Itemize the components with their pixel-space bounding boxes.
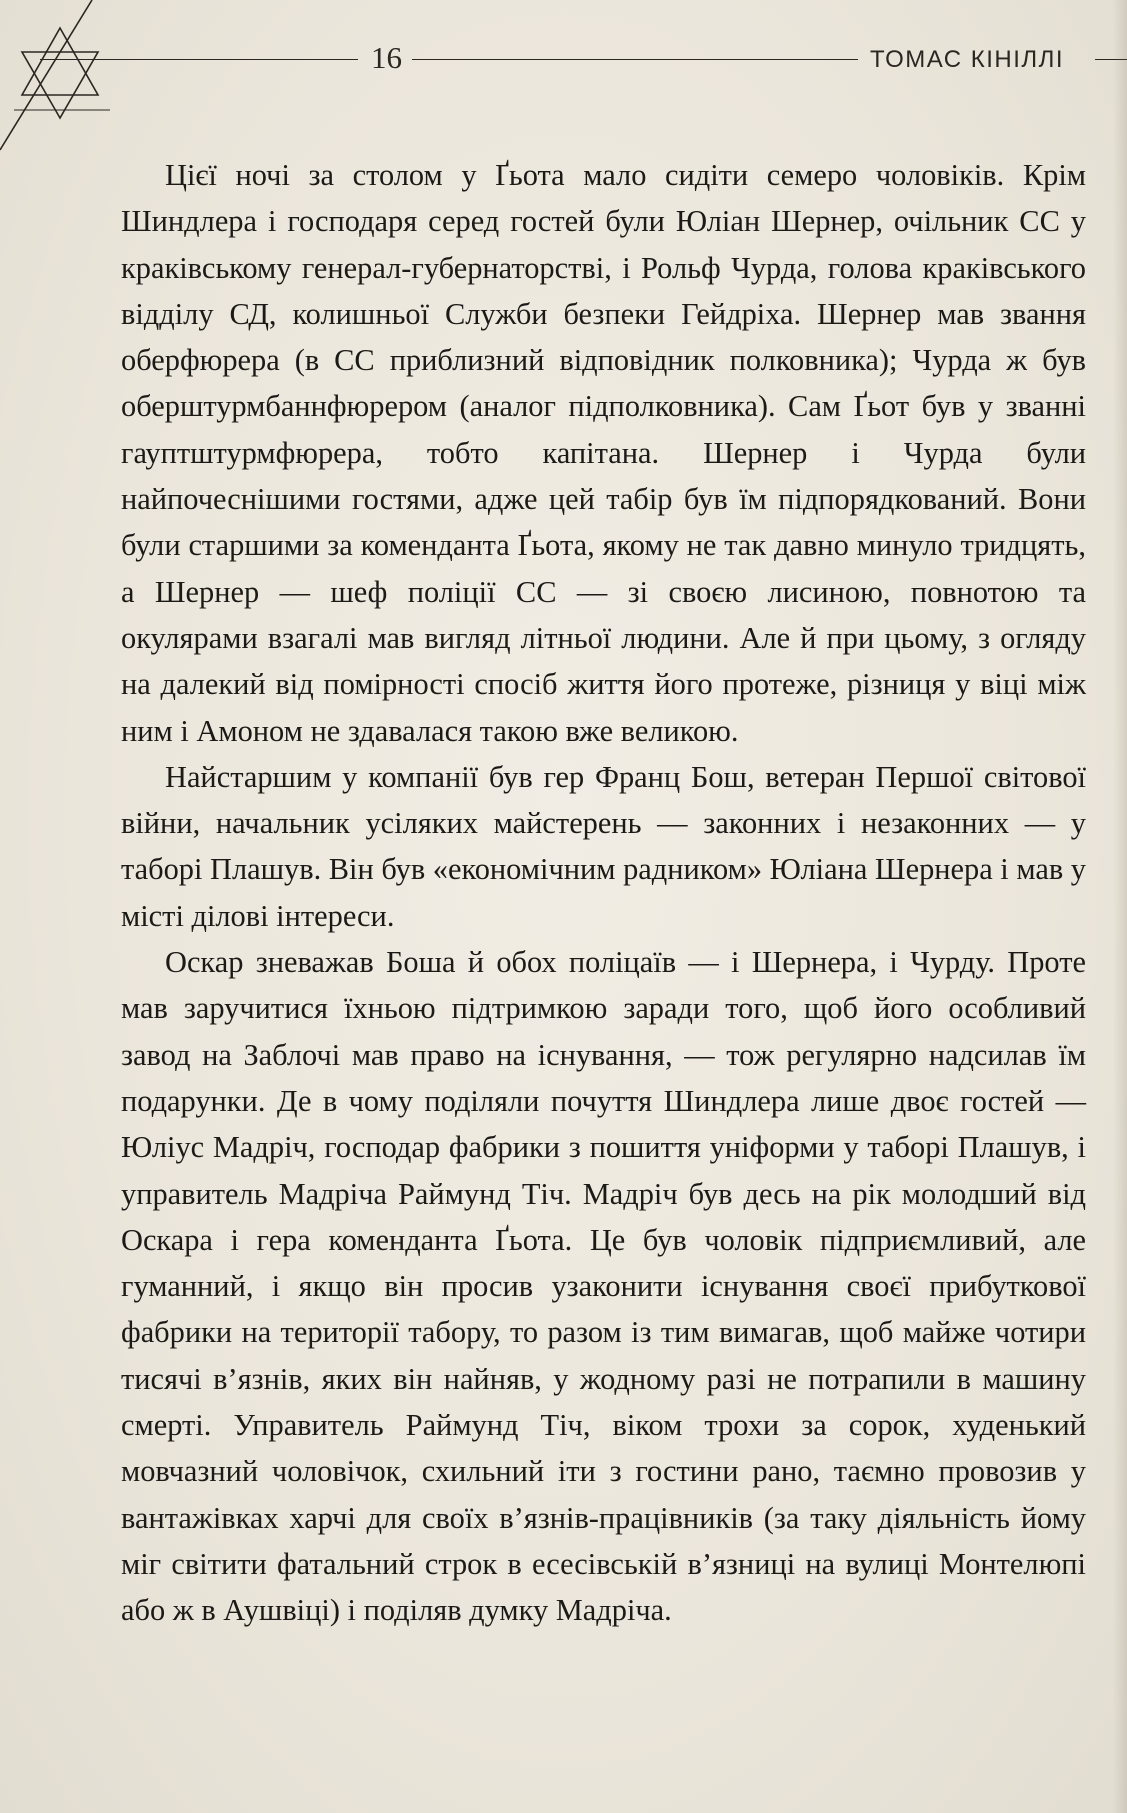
body-text: [121, 152, 1086, 1634]
paragraph-3: Оскар зневажав Боша й обох поліцаїв — і Шернера, і Чурду. Проте мав заручитися їхньою підтримкою заради того, щоб його особливий завод на Заблочі мав право на існування, — тож регулярно надсилав їм подарунки. Де в чому поділяли почуття Шиндлера лише двоє гостей — Юліус Мадріч, господар фабрики з пошиття уніформи у таборі Плашув, і управитель Мадріча Раймунд Тіч. Мадріч був десь на рік молодший від Оскара і гера коменданта Ґьота. Це був чоловік підприємливий, але гуманний, і якщо він просив узаконити існування своєї прибуткової фабрики на території табору, то разом із тим вимагав, щоб майже чотири тисячі в’язнів, яких він найняв, у жодному разі не потрапили в машину смерті. Управитель Раймунд Тіч, віком трохи за сорок, худенький мовчазний чоловічок, схильний іти з гостини рано, таємно провозив у вантажівках харчі для своїх в’язнів-працівників (за таку діяльність йому міг світити фатальний строк в есесівській в’язниці на вулиці Монтелюпі або ж в Аушвіці) і поділяв думку Мадріча.: [121, 945, 1086, 1628]
paragraph-2: Найстаршим у компанії був гер Франц Бош, ветеран Першої світової війни, начальник усіляких майстерень — законних і незаконних — у таборі Плашув. Він був «економічним радником» Юліана Шернера і мав у місті ділові інтереси.: [121, 759, 1086, 933]
running-head-author: ТОМАС КІНІЛЛІ: [870, 46, 1065, 73]
paragraph-1: Цієї ночі за столом у Ґьота мало сидіти семеро чоловіків. Крім Шиндлера і господаря серед гостей були Юліан Шернер, очільник СС у краківському генерал-губернаторстві, і Рольф Чурда, голова краківського відділу СД, колишньої Служби безпеки Гейдріха. Шернер мав звання оберфюрера (в СС приблизний відповідник полковника); Чурда ж був оберштурмбаннфюрером (аналог підполковника). Сам Ґьот був у званні гауптштурмфюрера, тобто капітана. Шернер і Чурда були найпочеснішими гостями, адже цей табір був їм підпорядкований. Вони були старшими за коменданта Ґьота, якому не так давно минуло тридцять, а Шернер — шеф поліції СС — зі своєю лисиною, повнотою та окулярами взагалі мав вигляд літньої людини. Але й при цьому, з огляду на далекий від помірності спосіб життя його протеже, різниця у віці між ним і Амоном не здавалася такою вже великою.: [121, 158, 1086, 748]
header-rule-middle: [412, 59, 858, 60]
corner-ornament-icon: [0, 0, 130, 160]
page-edge-shadow: [1113, 0, 1127, 1813]
running-header: [0, 38, 1127, 78]
page-number: 16: [371, 40, 402, 75]
header-rule-left: [40, 59, 358, 60]
